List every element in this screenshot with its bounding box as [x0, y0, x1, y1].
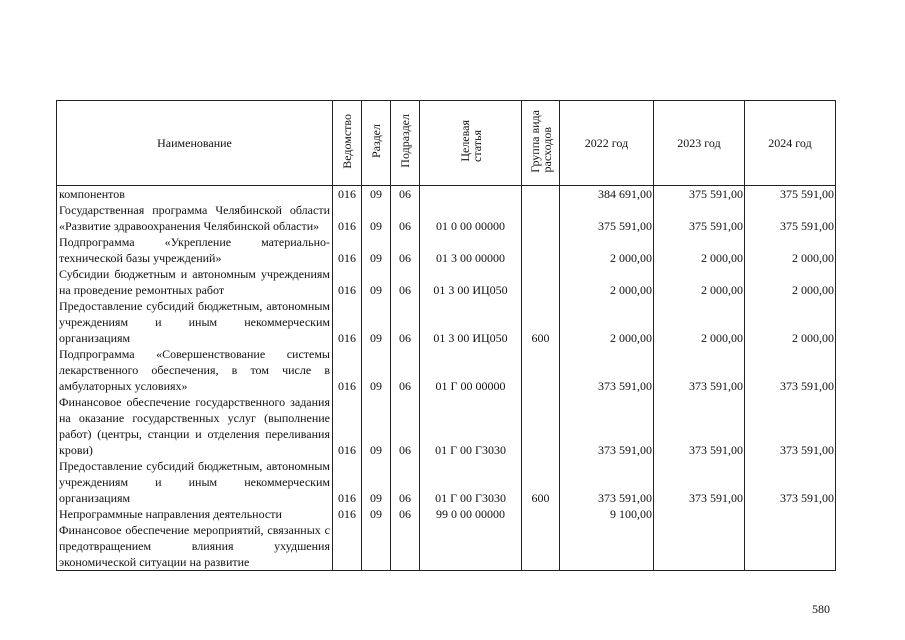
- cell-y2022: [560, 522, 654, 571]
- header-y2023: 2023 год: [654, 101, 745, 186]
- table-row: [57, 202, 836, 234]
- cell-name: Подпрограмма «Совершенствование системы лекарственного обеспечения, в том числе в амбулаторных условиях»: [57, 346, 333, 394]
- table-row: [57, 266, 836, 298]
- cell-celevaya: [420, 186, 522, 203]
- cell-gruppa: [522, 202, 560, 234]
- cell-celevaya: [420, 522, 522, 571]
- cell-y2022: 375 591,00: [560, 202, 654, 234]
- cell-y2022: 2 000,00: [560, 298, 654, 346]
- cell-y2024: [745, 506, 836, 522]
- cell-y2022: 373 591,00: [560, 394, 654, 458]
- cell-razdel: 09: [362, 234, 391, 266]
- cell-podrazdel: [391, 522, 420, 571]
- cell-y2024: 2 000,00: [745, 298, 836, 346]
- cell-gruppa: 600: [522, 458, 560, 506]
- cell-y2022: 384 691,00: [560, 186, 654, 203]
- cell-y2022: 2 000,00: [560, 234, 654, 266]
- cell-razdel: 09: [362, 266, 391, 298]
- header-name: Наименование: [57, 101, 333, 186]
- cell-y2023: 373 591,00: [654, 394, 745, 458]
- cell-ved: 016: [333, 458, 362, 506]
- cell-name: Предоставление субсидий бюджетным, автономным учреждениям и иным некоммерческим организациям: [57, 458, 333, 506]
- table-row: [57, 234, 836, 266]
- table-row: [57, 346, 836, 394]
- cell-podrazdel: 06: [391, 346, 420, 394]
- page-number: 580: [812, 602, 830, 616]
- cell-podrazdel: 06: [391, 394, 420, 458]
- cell-y2024: [745, 522, 836, 571]
- cell-podrazdel: 06: [391, 266, 420, 298]
- cell-y2024: 2 000,00: [745, 234, 836, 266]
- table-row: [57, 522, 836, 571]
- cell-gruppa: [522, 522, 560, 571]
- cell-y2024: 375 591,00: [745, 186, 836, 203]
- header-y2022: 2022 год: [560, 101, 654, 186]
- cell-celevaya: 01 3 00 ИЦ050: [420, 298, 522, 346]
- table-row: [57, 298, 836, 346]
- cell-ved: 016: [333, 234, 362, 266]
- cell-y2023: 2 000,00: [654, 266, 745, 298]
- cell-podrazdel: 06: [391, 506, 420, 522]
- cell-y2023: [654, 522, 745, 571]
- cell-name: Подпрограмма «Укрепление материально-технической базы учреждений»: [57, 234, 333, 266]
- cell-ved: 016: [333, 186, 362, 203]
- cell-razdel: 09: [362, 458, 391, 506]
- cell-y2023: 373 591,00: [654, 346, 745, 394]
- cell-celevaya: 01 3 00 00000: [420, 234, 522, 266]
- cell-y2023: 2 000,00: [654, 298, 745, 346]
- cell-ved: 016: [333, 346, 362, 394]
- cell-gruppa: [522, 394, 560, 458]
- cell-y2023: 373 591,00: [654, 458, 745, 506]
- cell-gruppa: [522, 346, 560, 394]
- cell-gruppa: [522, 266, 560, 298]
- cell-name: Непрограммные направления деятельности: [57, 506, 333, 522]
- cell-razdel: 09: [362, 202, 391, 234]
- cell-razdel: 09: [362, 506, 391, 522]
- cell-y2024: 373 591,00: [745, 458, 836, 506]
- cell-y2022: 9 100,00: [560, 506, 654, 522]
- cell-y2022: 373 591,00: [560, 346, 654, 394]
- header-y2024: 2024 год: [745, 101, 836, 186]
- cell-celevaya: 01 0 00 00000: [420, 202, 522, 234]
- cell-celevaya: 01 Г 00 Г3030: [420, 458, 522, 506]
- header-gruppa: Группа видарасходов: [522, 101, 560, 186]
- cell-y2023: 375 591,00: [654, 186, 745, 203]
- cell-ved: 016: [333, 202, 362, 234]
- cell-name: Предоставление субсидий бюджетным, автономным учреждениям и иным некоммерческим организациям: [57, 298, 333, 346]
- header-celevaya: Целеваястатья: [420, 101, 522, 186]
- cell-y2024: 375 591,00: [745, 202, 836, 234]
- cell-podrazdel: 06: [391, 202, 420, 234]
- cell-razdel: 09: [362, 394, 391, 458]
- cell-razdel: [362, 522, 391, 571]
- cell-podrazdel: 06: [391, 458, 420, 506]
- cell-celevaya: 99 0 00 00000: [420, 506, 522, 522]
- cell-razdel: 09: [362, 298, 391, 346]
- cell-name: Финансовое обеспечение государственного задания на оказание государственных услуг (выполнение работ) (центры, станции и отделения переливания крови): [57, 394, 333, 458]
- cell-name: Субсидии бюджетным и автономным учреждениям на проведение ремонтных работ: [57, 266, 333, 298]
- table-row: [57, 458, 836, 506]
- cell-podrazdel: 06: [391, 234, 420, 266]
- cell-name: Финансовое обеспечение мероприятий, связанных с предотвращением влияния ухудшения экономической ситуации на развитие: [57, 522, 333, 571]
- header-razdel: Раздел: [362, 101, 391, 186]
- cell-ved: 016: [333, 266, 362, 298]
- cell-celevaya: 01 Г 00 Г3030: [420, 394, 522, 458]
- budget-table: [56, 100, 836, 571]
- cell-ved: 016: [333, 394, 362, 458]
- cell-y2024: 2 000,00: [745, 266, 836, 298]
- cell-gruppa: [522, 186, 560, 203]
- cell-podrazdel: 06: [391, 298, 420, 346]
- cell-y2024: 373 591,00: [745, 346, 836, 394]
- cell-y2023: 375 591,00: [654, 202, 745, 234]
- cell-name: Государственная программа Челябинской области «Развитие здравоохранения Челябинской области»: [57, 202, 333, 234]
- cell-podrazdel: 06: [391, 186, 420, 203]
- cell-ved: [333, 522, 362, 571]
- cell-gruppa: [522, 234, 560, 266]
- cell-celevaya: 01 3 00 ИЦ050: [420, 266, 522, 298]
- cell-ved: 016: [333, 506, 362, 522]
- table-row: [57, 394, 836, 458]
- cell-y2022: 2 000,00: [560, 266, 654, 298]
- table-header-row: [57, 101, 836, 186]
- cell-razdel: 09: [362, 186, 391, 203]
- cell-y2023: 2 000,00: [654, 234, 745, 266]
- cell-ved: 016: [333, 298, 362, 346]
- cell-gruppa: 600: [522, 298, 560, 346]
- cell-name: компонентов: [57, 186, 333, 203]
- table-row: [57, 186, 836, 203]
- header-ved: Ведомство: [333, 101, 362, 186]
- header-podrazdel: Подраздел: [391, 101, 420, 186]
- cell-y2022: 373 591,00: [560, 458, 654, 506]
- cell-razdel: 09: [362, 346, 391, 394]
- table-row: [57, 506, 836, 522]
- cell-y2023: [654, 506, 745, 522]
- cell-gruppa: [522, 506, 560, 522]
- cell-celevaya: 01 Г 00 00000: [420, 346, 522, 394]
- cell-y2024: 373 591,00: [745, 394, 836, 458]
